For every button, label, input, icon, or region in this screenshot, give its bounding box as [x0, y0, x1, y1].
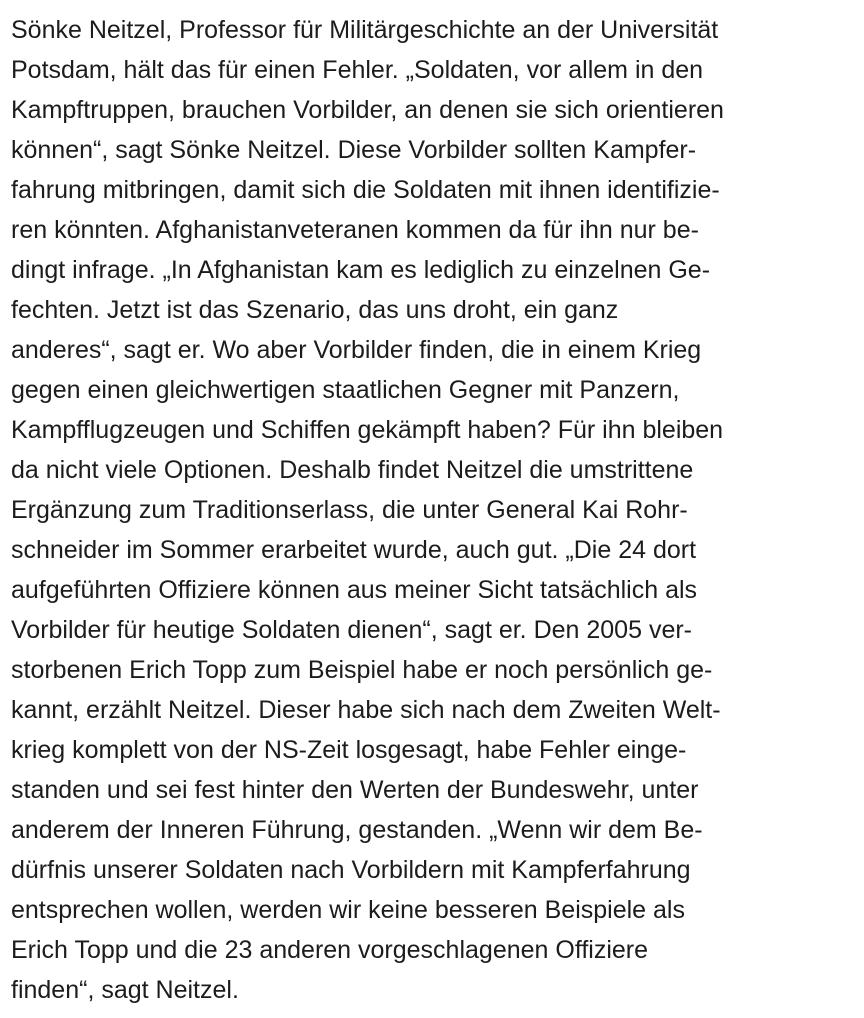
paragraph-line: schneider im Sommer erarbeitet wurde, auch gut. „Die 24 dort — [11, 536, 697, 564]
paragraph-line: Vorbilder für heutige Soldaten dienen“, sagt er. Den 2005 ver- — [11, 616, 692, 644]
paragraph-line: krieg komplett von der NS-Zeit losgesagt, habe Fehler einge- — [11, 736, 687, 764]
paragraph-line: finden“, sagt Neitzel. — [11, 976, 239, 1004]
paragraph-line: ren könnten. Afghanistanveteranen kommen da für ihn nur be- — [11, 216, 699, 244]
paragraph-line: kannt, erzählt Neitzel. Dieser habe sich nach dem Zweiten Welt- — [11, 696, 721, 724]
paragraph-line: Kampfflugzeugen und Schiffen gekämpft haben? Für ihn bleiben — [11, 416, 724, 444]
paragraph-line: fechten. Jetzt ist das Szenario, das uns droht, ein ganz — [11, 296, 619, 324]
paragraph-line: Sönke Neitzel, Professor für Militärgeschichte an der Universität — [11, 16, 719, 44]
paragraph-line: standen und sei fest hinter den Werten der Bundeswehr, unter — [11, 776, 699, 804]
paragraph-line: fahrung mitbringen, damit sich die Soldaten mit ihnen identifizie- — [11, 176, 720, 204]
paragraph-line: anderem der Inneren Führung, gestanden. „Wenn wir dem Be- — [11, 816, 703, 844]
article-paragraph — [11, 10, 856, 1010]
paragraph-line: Ergänzung zum Traditionserlass, die unter General Kai Rohr- — [11, 496, 688, 524]
paragraph-line: entsprechen wollen, werden wir keine besseren Beispiele als — [11, 896, 685, 924]
paragraph-line: anderes“, sagt er. Wo aber Vorbilder finden, die in einem Krieg — [11, 336, 702, 364]
paragraph-line: aufgeführten Offiziere können aus meiner Sicht tatsächlich als — [11, 576, 698, 604]
paragraph-line: können“, sagt Sönke Neitzel. Diese Vorbilder sollten Kampfer- — [11, 136, 697, 164]
paragraph-line: storbenen Erich Topp zum Beispiel habe er noch persönlich ge- — [11, 656, 713, 684]
paragraph-line: gegen einen gleichwertigen staatlichen Gegner mit Panzern, — [11, 376, 680, 404]
paragraph-line: Potsdam, hält das für einen Fehler. „Soldaten, vor allem in den — [11, 56, 704, 84]
paragraph-line: dürfnis unserer Soldaten nach Vorbildern mit Kampferfahrung — [11, 856, 691, 884]
paragraph-line: dingt infrage. „In Afghanistan kam es lediglich zu einzelnen Ge- — [11, 256, 711, 284]
paragraph-line: Erich Topp und die 23 anderen vorgeschlagenen Offiziere — [11, 936, 649, 964]
paragraph-line: Kampftruppen, brauchen Vorbilder, an denen sie sich orientieren — [11, 96, 724, 124]
paragraph-line: da nicht viele Optionen. Deshalb findet Neitzel die umstrittene — [11, 456, 694, 484]
